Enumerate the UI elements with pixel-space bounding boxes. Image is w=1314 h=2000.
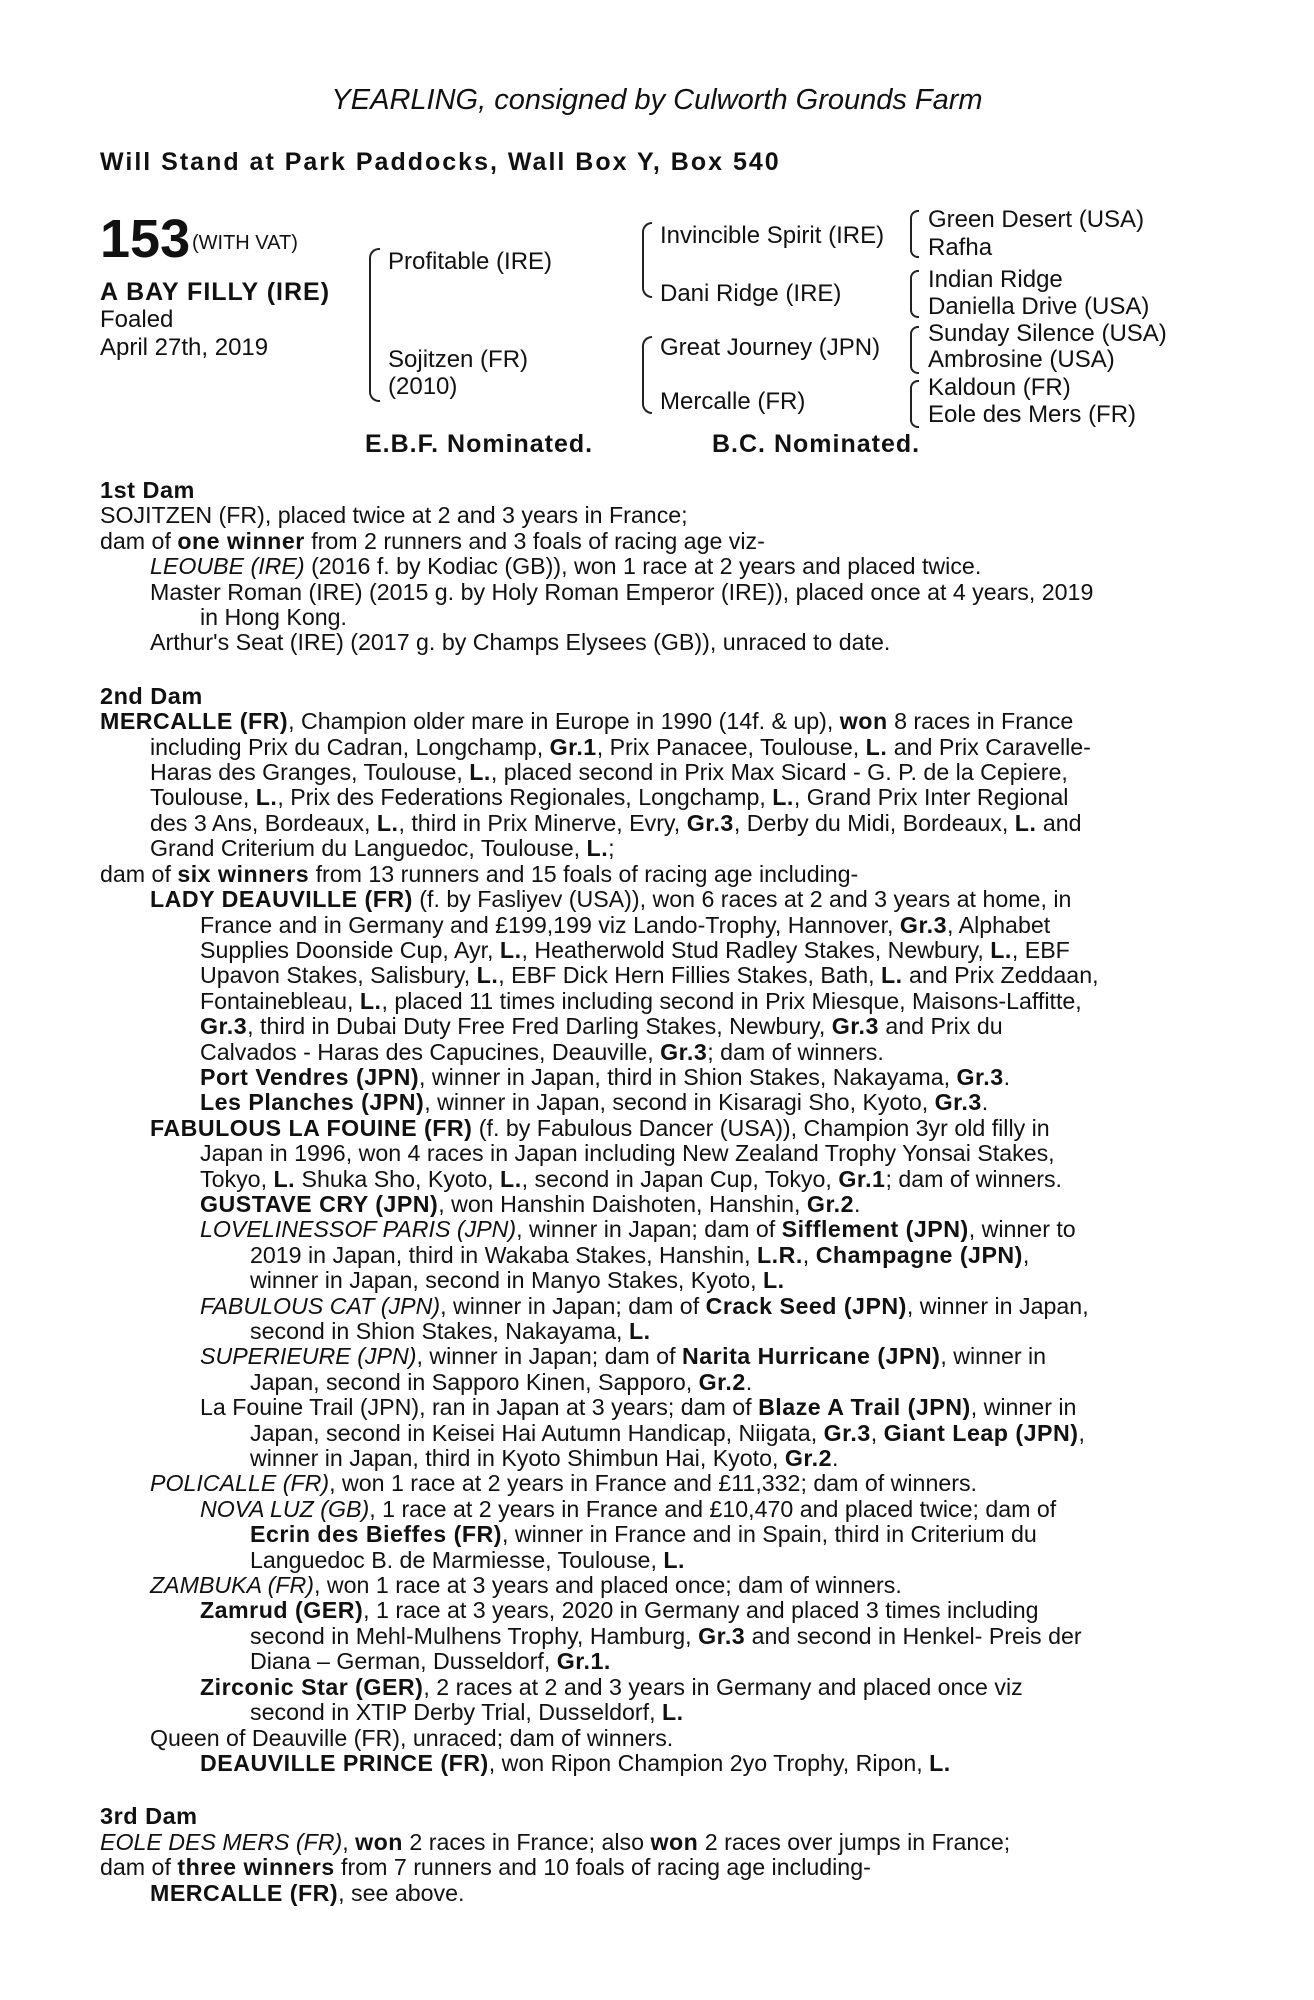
text-line: Zamrud (GER), 1 race at 3 years, 2020 in Germany and placed 3 times including <box>200 1597 1039 1624</box>
text-line: NOVA LUZ (GB), 1 race at 2 years in France and £10,470 and placed twice; dam of <box>200 1495 1057 1522</box>
page-header-title: YEARLING, consigned by Culworth Grounds Farm <box>331 84 983 116</box>
text-line: Tokyo, L. Shuka Sho, Kyoto, L., second in Japan Cup, Tokyo, Gr.1; dam of winners. <box>200 1165 1062 1192</box>
pedigree-g4: Daniella Drive (USA) <box>928 293 1150 320</box>
text-line: Gr.3, third in Dubai Duty Free Fred Darling Stakes, Newbury, Gr.3 and Prix du <box>200 1013 1003 1040</box>
pedigree-dam-dam: Mercalle (FR) <box>660 388 806 415</box>
text-line: dam of one winner from 2 runners and 3 foals of racing age viz- <box>100 527 765 554</box>
foaled-label: Foaled <box>100 306 174 333</box>
text-line: ZAMBUKA (FR), won 1 race at 3 years and placed once; dam of winners. <box>150 1572 902 1599</box>
pedigree-brace-g1 <box>910 210 919 258</box>
pedigree-dam-year: (2010) <box>388 373 458 400</box>
pedigree-dam-sire: Great Journey (JPN) <box>660 334 881 361</box>
text-line: Ecrin des Bieffes (FR), winner in France and in Spain, third in Criterium du <box>250 1521 1037 1548</box>
text-line: Master Roman (IRE) (2015 g. by Holy Roman Emperor (IRE)), placed once at 4 years, 2019 <box>150 578 1094 605</box>
pedigree-g7: Kaldoun (FR) <box>928 374 1071 401</box>
text-line: dam of six winners from 13 runners and 15 foals of racing age including- <box>100 860 859 887</box>
text-line: Toulouse, L., Prix des Federations Regionales, Longchamp, L., Grand Prix Inter Regional <box>150 784 1069 811</box>
text-line: Supplies Doonside Cup, Ayr, L., Heatherwold Stud Radley Stakes, Newbury, L., EBF <box>200 936 1070 963</box>
text-line: Grand Criterium du Languedoc, Toulouse, L.; <box>150 835 615 862</box>
text-line: winner in Japan, second in Manyo Stakes, Kyoto, L. <box>250 1267 785 1294</box>
horse-name: A BAY FILLY (IRE) <box>100 278 331 306</box>
text-line: Haras des Granges, Toulouse, L., placed second in Prix Max Sicard - G. P. de la Cepiere, <box>150 759 1068 786</box>
pedigree-g3: Indian Ridge <box>928 266 1063 293</box>
text-line: Upavon Stakes, Salisbury, L., EBF Dick Hern Fillies Stakes, Bath, L. and Prix Zeddaan, <box>200 962 1099 989</box>
bc-nominated: B.C. Nominated. <box>712 430 921 458</box>
section-heading-1st-dam: 1st Dam <box>100 477 195 503</box>
vat-note: (WITH VAT) <box>192 232 298 254</box>
ebf-nominated: E.B.F. Nominated. <box>365 430 594 458</box>
pedigree-sire-dam: Dani Ridge (IRE) <box>660 280 842 307</box>
text-line: in Hong Kong. <box>200 604 347 631</box>
text-line: Japan, second in Sapporo Kinen, Sapporo, Gr.2. <box>250 1368 753 1395</box>
text-line: winner in Japan, third in Kyoto Shimbun Hai, Kyoto, Gr.2. <box>250 1445 839 1472</box>
pedigree-sire-sire: Invincible Spirit (IRE) <box>660 222 885 249</box>
text-line: Port Vendres (JPN), winner in Japan, third in Shion Stakes, Nakayama, Gr.3. <box>200 1063 1011 1090</box>
text-line: France and in Germany and £199,199 viz Lando-Trophy, Hannover, Gr.3, Alphabet <box>200 911 1051 938</box>
text-line: Arthur's Seat (IRE) (2017 g. by Champs Elysees (GB)), unraced to date. <box>150 629 891 656</box>
text-line: Japan in 1996, won 4 races in Japan including New Zealand Trophy Yonsai Stakes, <box>200 1140 1055 1167</box>
text-line: La Fouine Trail (JPN), ran in Japan at 3 years; dam of Blaze A Trail (JPN), winner in <box>200 1394 1077 1421</box>
text-line: FABULOUS LA FOUINE (FR) (f. by Fabulous Dancer (USA)), Champion 3yr old filly in <box>150 1114 1050 1141</box>
pedigree-brace-dam <box>642 336 652 414</box>
text-line: DEAUVILLE PRINCE (FR), won Ripon Champion 2yo Trophy, Ripon, L. <box>200 1749 951 1776</box>
text-line: des 3 Ans, Bordeaux, L., third in Prix Minerve, Evry, Gr.3, Derby du Midi, Bordeaux, L. and <box>150 809 1082 836</box>
text-line: Languedoc B. de Marmiesse, Toulouse, L. <box>250 1546 685 1573</box>
spacer <box>100 656 1206 684</box>
pedigree-sire: Profitable (IRE) <box>388 248 553 275</box>
text-line: Calvados - Haras des Capucines, Deauville, Gr.3; dam of winners. <box>200 1038 884 1065</box>
stand-location: Will Stand at Park Paddocks, Wall Box Y, Box 540 <box>100 148 781 176</box>
text-line: Zirconic Star (GER), 2 races at 2 and 3 years in Germany and placed once viz <box>200 1673 1023 1700</box>
text-line: second in XTIP Derby Trial, Dusseldorf, L. <box>250 1699 684 1726</box>
pedigree-brace-main <box>369 248 380 402</box>
section-heading-2nd-dam: 2nd Dam <box>100 682 203 709</box>
text-line: SOJITZEN (FR), placed twice at 2 and 3 years in France; <box>100 502 688 529</box>
pedigree-g1: Green Desert (USA) <box>928 206 1145 233</box>
text-line: LOVELINESSOF PARIS (JPN), winner in Japan; dam of Sifflement (JPN), winner to <box>200 1216 1076 1243</box>
text-line: Les Planches (JPN), winner in Japan, second in Kisaragi Sho, Kyoto, Gr.3. <box>200 1089 989 1116</box>
text-line: Fontainebleau, L., placed 11 times including second in Prix Miesque, Maisons-Laffitte, <box>200 987 1082 1014</box>
text-line: MERCALLE (FR), see above. <box>150 1879 465 1906</box>
catalogue-body <box>100 478 1206 1906</box>
text-line: POLICALLE (FR), won 1 race at 2 years in France and £11,332; dam of winners. <box>150 1470 977 1497</box>
text-line: including Prix du Cadran, Longchamp, Gr.1, Prix Panacee, Toulouse, L. and Prix Caravelle- <box>150 733 1091 760</box>
pedigree-brace-g7 <box>910 380 919 428</box>
pedigree-g8: Eole des Mers (FR) <box>928 401 1137 428</box>
text-line: Japan, second in Keisei Hai Autumn Handicap, Niigata, Gr.3, Giant Leap (JPN), <box>250 1419 1085 1446</box>
foaled-date: April 27th, 2019 <box>100 334 269 361</box>
text-line: Queen of Deauville (FR), unraced; dam of winners. <box>150 1724 674 1751</box>
text-line: MERCALLE (FR), Champion older mare in Europe in 1990 (14f. & up), won 8 races in France <box>100 708 1074 735</box>
pedigree-brace-g5 <box>910 326 919 374</box>
text-line: 2019 in Japan, third in Wakaba Stakes, Hanshin, L.R., Champagne (JPN), <box>250 1241 1030 1268</box>
pedigree-g5: Sunday Silence (USA) <box>928 320 1167 347</box>
pedigree-brace-g3 <box>910 270 919 318</box>
text-line: second in Shion Stakes, Nakayama, L. <box>250 1318 651 1344</box>
text-line: EOLE DES MERS (FR), won 2 races in France; also won 2 races over jumps in France; <box>100 1828 1011 1855</box>
text-line: GUSTAVE CRY (JPN), won Hanshin Daishoten, Hanshin, Gr.2. <box>200 1190 861 1217</box>
text-line: SUPERIEURE (JPN), winner in Japan; dam of Narita Hurricane (JPN), winner in <box>200 1343 1047 1370</box>
text-line: Diana – German, Dusseldorf, Gr.1. <box>250 1648 611 1675</box>
spacer <box>100 1776 1206 1804</box>
pedigree-g6: Ambrosine (USA) <box>928 346 1115 373</box>
lot-number: 153 <box>100 209 191 269</box>
pedigree-g2: Rafha <box>928 234 993 261</box>
text-line: FABULOUS CAT (JPN), winner in Japan; dam of Crack Seed (JPN), winner in Japan, <box>200 1292 1089 1319</box>
text-line: LADY DEAUVILLE (FR) (f. by Fasliyev (USA)), won 6 races at 2 and 3 years at home, in <box>150 886 1072 913</box>
pedigree-dam: Sojitzen (FR) <box>388 346 529 373</box>
text-line: LEOUBE (IRE) (2016 f. by Kodiac (GB)), won 1 race at 2 years and placed twice. <box>150 553 982 580</box>
section-heading-3rd-dam: 3rd Dam <box>100 1803 198 1830</box>
text-line: second in Mehl-Mulhens Trophy, Hamburg, Gr.3 and second in Henkel- Preis der <box>250 1622 1082 1649</box>
pedigree-brace-sire <box>642 222 652 298</box>
text-line: dam of three winners from 7 runners and 10 foals of racing age including- <box>100 1854 871 1881</box>
